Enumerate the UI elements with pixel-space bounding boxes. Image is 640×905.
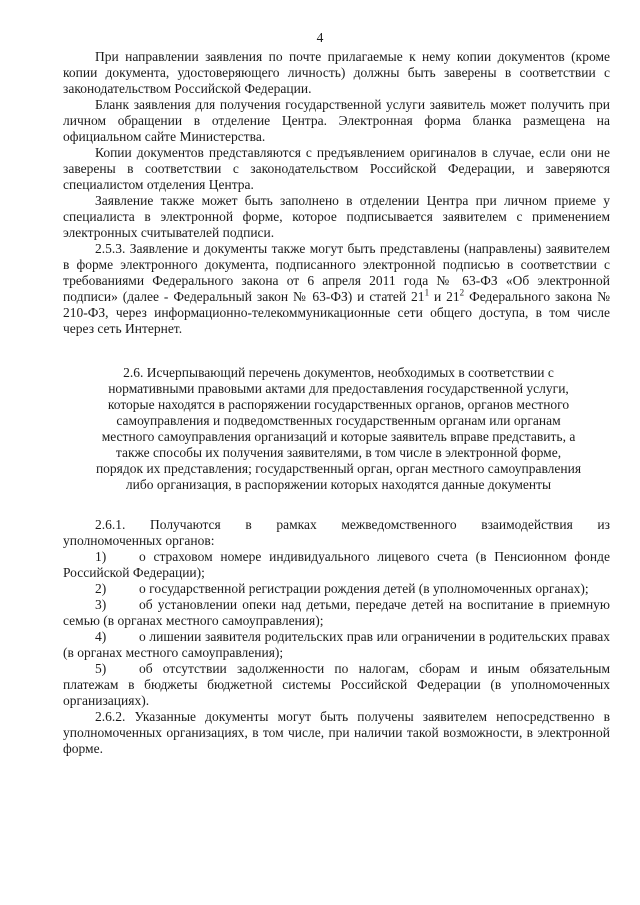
p253-text-b: и 21 [429,289,460,304]
heading-line: местного самоуправления организаций и которые заявитель вправе представить, а [101,429,576,444]
list-item-text: об отсутствии задолженности по налогам, сборам и иным обязательным платежам в бюджеты бюджетной системы Российской Федерации (в уполномоченных организациях). [63,661,610,708]
paragraph-2-6-1-line1: 2.6.1. Получаются в рамках межведомственного взаимодействия из [95,517,610,532]
list-item [63,597,610,629]
list-item-number: 5) [95,661,107,676]
list-item-text: о страховом номере индивидуального лицевого счета (в Пенсионном фонде Российской Федерации); [63,549,610,580]
heading-line: 2.6. Исчерпывающий перечень документов, необходимых в соответствии с [123,365,554,380]
list-item-number: 4) [95,629,107,644]
heading-line: которые находятся в распоряжении государственных органов, органов местного [107,397,570,412]
p253-text-c: Федерального закона № 210-ФЗ, через информационно-телекоммуникационные сети общего доступа, в том числе через сеть Интернет. [63,289,610,336]
p253-sup-1: 1 [424,287,430,298]
list-item-text: о государственной регистрации рождения детей (в уполномоченных органах); [139,581,589,596]
paragraph-copies-originals: Копии документов представляются с предъявлением оригиналов в случае, если они не заверены в соответствии с законодательством Российской Федерации, и заверяются специалистом отделения Центра. [63,145,610,192]
heading-line: нормативными правовыми актами для предоставления государственной услуги, [108,381,569,396]
list-item-text: об установлении опеки над детьми, передаче детей на воспитание в приемную семью (в органах местного самоуправления); [63,597,610,628]
heading-line: либо организация, в распоряжении которых находятся данные документы [125,477,552,492]
heading-line: порядок их представления; государственный орган, орган местного самоуправления [95,461,582,476]
list-item [63,581,610,597]
document-body [63,49,610,757]
list-item-number: 1) [95,549,107,564]
paragraph-2-6-2: 2.6.2. Указанные документы могут быть получены заявителем непосредственно в уполномоченных организациях, в том числе, при наличии такой возможности, в электронной форме. [63,709,610,756]
page-number: 4 [316,30,324,45]
list-item [63,629,610,661]
section-heading-2-6 [89,365,588,493]
list-item-text: о лишении заявителя родительских прав или ограничении в родительских правах (в органах местного самоуправления); [63,629,610,660]
paragraph-2-5-3 [63,241,610,337]
p253-text-a: 2.5.3. Заявление и документы также могут быть представлены (направлены) заявителем в форме электронного документа, подписанного электронной подписью в соответствии с требованиями Федерального закона от 6 апреля 2011 года № 63-ФЗ «Об электронной подписи» (далее - Федеральный закон № 63-ФЗ) и статей 21 [63,241,610,304]
paragraph-2-6-1-line2: уполномоченных органов: [63,533,215,548]
paragraph-electronic-fill: Заявление также может быть заполнено в отделении Центра при личном приеме у специалиста в электронной форме, которое подписывается заявителем с применением электронных считывателей подписи. [63,193,610,240]
list-item-number: 3) [95,597,107,612]
list-item [63,661,610,709]
heading-line: самоуправления и подведомственных государственным органам или органам [116,413,561,428]
p253-sup-2: 2 [459,287,465,298]
heading-line: также способы их получения заявителями, в том числе в электронной форме, [115,445,562,460]
list-item-number: 2) [95,581,107,596]
list-item [63,549,610,581]
paragraph-application-form: Бланк заявления для получения государственной услуги заявитель может получить при личном обращении в отделение Центра. Электронная форма бланка размещена на официальном сайте Министерства. [63,97,610,144]
paragraph-mail-copies: При направлении заявления по почте прилагаемые к нему копии документов (кроме копии документа, удостоверяющего личность) должны быть заверены в соответствии с законодательством Российской Федерации. [63,49,610,96]
